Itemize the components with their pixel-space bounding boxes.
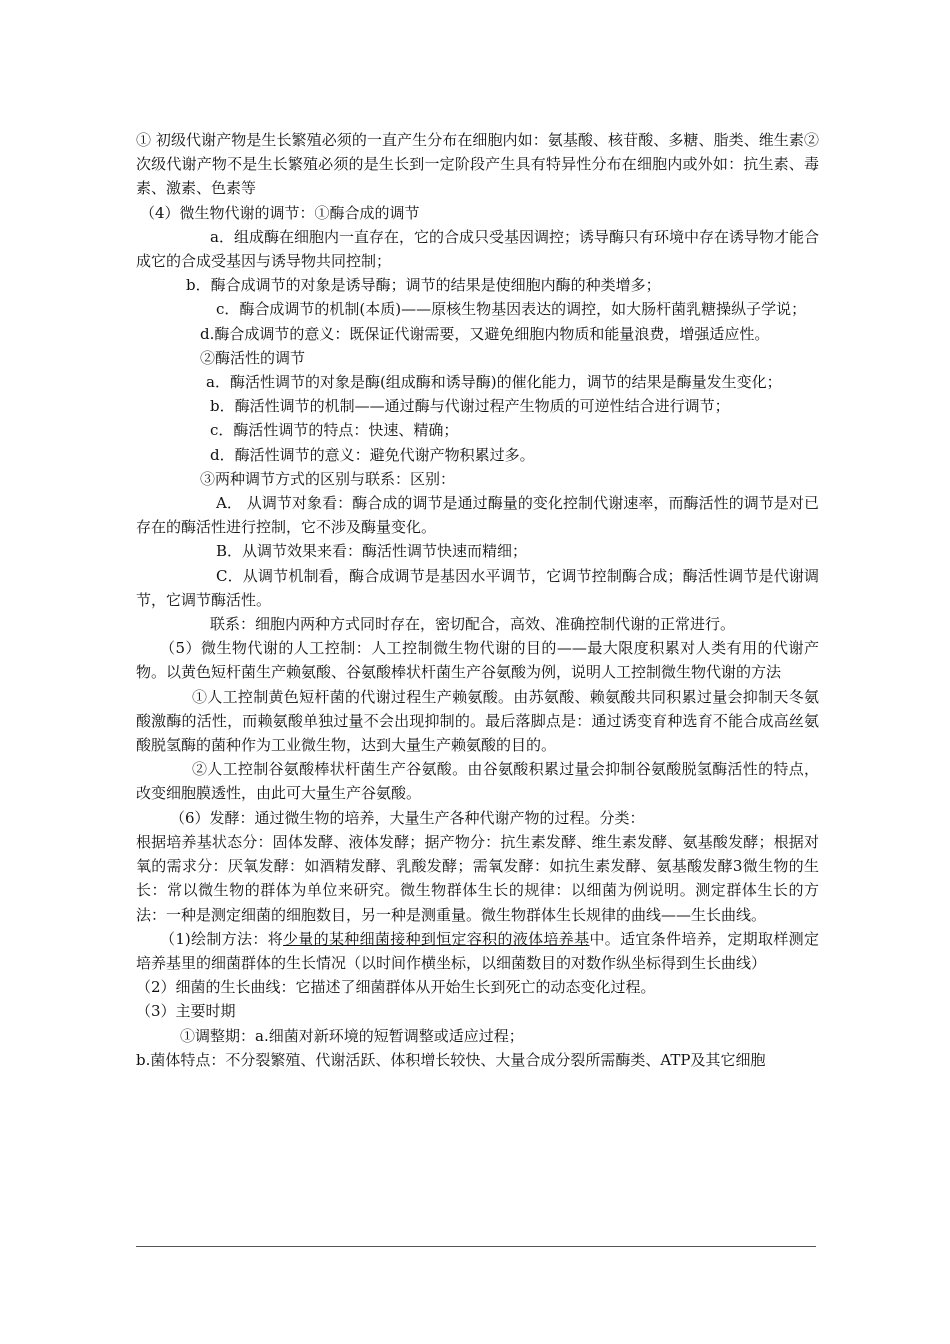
heading-main-periods: （3）主要时期 [136,1002,236,1021]
paragraph-connection: 联系：细胞内两种方式同时存在，密切配合，高效、准确控制代谢的正常进行。 [210,615,736,634]
footer-rule [136,1246,816,1247]
document-body [136,128,819,1072]
paragraph-enzyme-synthesis-a: a．组成酶在细胞内一直存在，它的合成只受基因调控；诱导酶只有环境中存在诱导物才能合成它的合成受基因与诱导物共同控制； [136,227,819,271]
paragraph-artificial-control: （5）微生物代谢的人工控制：人工控制微生物代谢的目的——最大限度积累对人类有用的代谢产物。以黄色短杆菌生产赖氨酸、谷氨酸棒状杆菌生产谷氨酸为例，说明人工控制微生物代谢的方法 [136,639,819,682]
paragraph-glutamate-production: ②人工控制谷氨酸棒状杆菌生产谷氨酸。由谷氨酸积累过量会抑制谷氨酸脱氢酶活性的特点，改变细胞膜透性，由此可大量生产谷氨酸。 [136,760,819,803]
paragraph-enzyme-activity-b: b．酶活性调节的机制——通过酶与代谢过程产生物质的可逆性结合进行调节； [210,397,730,416]
paragraph-difference-c: C．从调节机制看，酶合成调节是基因水平调节，它调节控制酶合成；酶活性调节是代谢调节，它调节酶活性。 [136,566,819,609]
drawing-method-lead: （1)绘制方法：将 [160,929,283,948]
paragraph-difference-b: B．从调节效果来看：酶活性调节快速而精细； [216,542,528,561]
paragraph-difference-a: A． 从调节对象看：酶合成的调节是通过酶量的变化控制代谢速率，而酶活性的调节是对已存在的酶活性进行控制，它不涉及酶量变化。 [136,494,819,537]
paragraph-enzyme-synthesis-b: b．酶合成调节的对象是诱导酶；调节的结果是使细胞内酶的种类增多； [186,276,661,295]
heading-differences: ③两种调节方式的区别与联系：区别： [200,469,456,488]
heading-regulation: （4）微生物代谢的调节：①酶合成的调节 [140,203,420,222]
paragraph-enzyme-activity-c: c．酶活性调节的特点：快速、精确； [210,421,459,440]
paragraph-cell-features: b.菌体特点：不分裂繁殖、代谢活跃、体积增长较快、大量合成分裂所需酶类、ATP及其它细胞 [136,1050,766,1069]
paragraph-enzyme-synthesis-c: c．酶合成调节的机制(本质)——原核生物基因表达的调控，如大肠杆菌乳糖操纵子学说； [216,300,807,319]
paragraph-lysine-production: ①人工控制黄色短杆菌的代谢过程生产赖氨酸。由苏氨酸、赖氨酸共同积累过量会抑制天冬氨酸激酶的活性，而赖氨酸单独过量不会出现抑制的。最后落脚点是：通过诱变育种选育不能合成高丝氨酸脱氢酶的菌种作为工业微生物，达到大量生产赖氨酸的目的。 [136,687,819,755]
heading-fermentation: （6）发酵：通过微生物的培养，大量生产各种代谢产物的过程。分类： [170,808,645,827]
paragraph-drawing-method [136,927,819,975]
drawing-method-underlined: 少量的某种细菌接种到恒定容积的液体培养基 [282,929,590,948]
paragraph-fermentation-classification: 根据培养基状态分：固体发酵、液体发酵；据产物分：抗生素发酵、维生素发酵、氨基酸发酵；根据对氧的需求分：厌氧发酵：如酒精发酵、乳酸发酵；需氧发酵：如抗生素发酵、氨基酸发酵3微生物的生长：常以微生物的群体为单位来研究。微生物群体生长的规律：以细菌为例说明。测定群体生长的方法：一种是测定细菌的细胞数目，另一种是测重量。微生物群体生长规律的曲线——生长曲线。 [136,832,819,924]
paragraph-metabolite-types: ① 初级代谢产物是生长繁殖必须的一直产生分布在细胞内如：氨基酸、核苷酸、多糖、脂类、维生素②次级代谢产物不是生长繁殖必须的是生长到一定阶段产生具有特异性分布在细胞内或外如：抗生素、毒素、激素、色素等 [136,131,819,198]
drawing-method-rest: 中。适宜条件培养，定期取样测定培养基里的细菌群体的生长情况（以时间作横坐标，以细菌数目的对数作纵坐标得到生长曲线） [136,929,819,972]
paragraph-enzyme-synthesis-d: d.酶合成调节的意义：既保证代谢需要，又避免细胞内物质和能量浪费，增强适应性。 [200,324,770,343]
paragraph-growth-curve: （2）细菌的生长曲线：它描述了细菌群体从开始生长到死亡的动态变化过程。 [136,978,656,997]
paragraph-enzyme-activity-d: d．酶活性调节的意义：避免代谢产物积累过多。 [210,445,535,464]
paragraph-enzyme-activity-a: a．酶活性调节的对象是酶(组成酶和诱导酶)的催化能力，调节的结果是酶量发生变化； [206,373,782,392]
heading-enzyme-activity: ②酶活性的调节 [200,348,306,367]
paragraph-lag-phase: ①调整期：a.细菌对新环境的短暂调整或适应过程； [180,1026,524,1045]
